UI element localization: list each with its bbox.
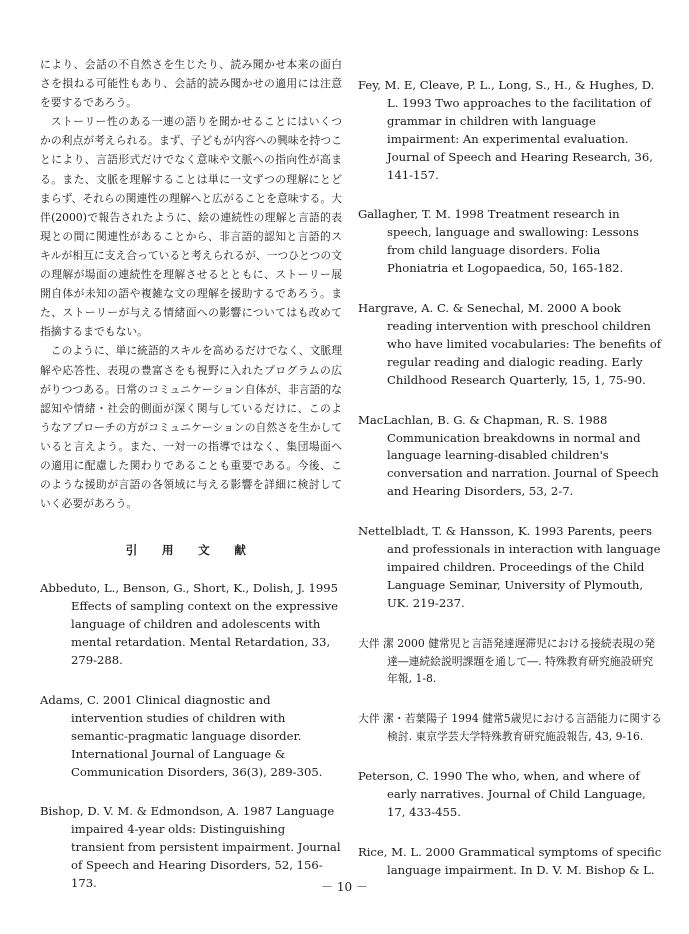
references-heading: 引 用 文 献 xyxy=(125,543,257,558)
page-number: － 10 － xyxy=(321,880,368,894)
reference-abbeduto: Abbeduto, L., Benson, G., Short, K., Dolish, J. 1995 Effects of sampling context on the expressive language of children and adolescents with mental retardation. Mental Retardation, 33, 279-288. xyxy=(40,581,339,667)
reference-peterson: Peterson, C. 1990 The who, when, and where of early narratives. Journal of Child Language, 17, 433-455. xyxy=(358,769,646,819)
reference-fey: Fey, M. E, Cleave, P. L., Long, S., H., & Hughes, D. L. 1993 Two approaches to the facilitation of grammar in children with language impairment: An experimental evaluation. Journal of Speech and Hearing Research, 36, 141-157. xyxy=(358,78,655,182)
reference-gallagher: Gallagher, T. M. 1998 Treatment research in speech, language and swallowing: Lessons from child language disorders. Folia Phoniatria et Logopaedica, 50, 165-182. xyxy=(358,207,639,276)
reference-hargrave: Hargrave, A. C. & Senechal, M. 2000 A book reading intervention with preschool children who have limited vocabularies: The benefits of regular reading and dialogic reading. Early Childhood Research Quarterly, 15, 1, 75-90. xyxy=(358,301,662,387)
body-paragraph-1: により、会話の不自然さを生じたり、読み聞かせ本来の面白さを損ねる可能性もあり、会話的読み聞かせの適用には注意を要するであろう。 xyxy=(40,58,342,110)
reference-adams: Adams, C. 2001 Clinical diagnostic and intervention studies of children with semantic-pragmatic language disorder. International Journal of Language & Communication Disorders, 36(3), 289-305. xyxy=(40,692,323,779)
reference-otomo-wakaba-1994: 大伴 潔・若葉陽子 1994 健常5歳児における言語能力に関する検討. 東京学芸大学特殊教育研究施設報告, 43, 9-16. xyxy=(358,712,662,744)
body-paragraph-3: このように、単に統語的スキルを高めるだけでなく、文脈理解や応答性、表現の豊富さをも視野に入れたプログラムの広がりつつある。日常のコミュニケーション自体が、非言語的な認知や情緒・社会的側面が深く関与しているだけに、このようなアプローチの方がコミュニケーションの自然さを生かしていると言えよう。また、一対一の指導ではなく、集団場面への適用に配慮した関わりであることも重要である。今後、このような援助が言語の各領域に与える影響を詳細に検討していく必要があろう。 xyxy=(40,344,342,511)
left-column xyxy=(40,55,342,915)
body-paragraph-2: ストーリー性のある一連の語りを聞かせることにはいくつかの利点が考えられる。まず、子どもが内容への興味を持つことにより、言語形式だけでなく意味や文脈への指向性が高まる。また、文脈を理解することは単に一文ずつの理解にとどまらず、それらの関連性の理解へと広がることを意味する。大伴(2000)で報告されたように、絵の連続性の理解と言語的表現との間に関連性があることから、非言語的認知と言語的スキルが相互に支え合っていると考えられるが、一つひとつの文の理解が場面の連続性を理解させるとともに、ストーリー展開自体が未知の語や複雑な文の理解を援助するであろう。また、ストーリーが与える情緒面への影響についてはも改めて指摘するまでもない。 xyxy=(40,115,342,339)
reference-otomo-2000: 大伴 潔 2000 健常児と言語発達遅滞児における接続表現の発達―連続絵説明課題を通して―. 特殊教育研究施設研究年報, 1-8. xyxy=(358,636,655,686)
reference-bishop: Bishop, D. V. M. & Edmondson, A. 1987 Language impaired 4-year olds: Distinguishing transient from persistent impairment. Journal of Speech and Hearing Disorders, 52, 156-173. xyxy=(40,804,341,891)
reference-nettelbladt: Nettelbladt, T. & Hansson, K. 1993 Parents, peers and professionals in interaction with language impaired children. Proceedings of the Child Language Seminar, University of Plymouth, UK. 219-237. xyxy=(358,524,661,610)
reference-maclachlan: MacLachlan, B. G. & Chapman, R. S. 1988 Communication breakdowns in normal and language learning-disabled children's conversation and narration. Journal of Speech and Hearing Disorders, 53, 2-7. xyxy=(358,412,659,499)
right-column xyxy=(358,77,663,902)
reference-rice: Rice, M. L. 2000 Grammatical symptoms of specific language impairment. In D. V. M. Bishop & L. xyxy=(358,844,662,877)
